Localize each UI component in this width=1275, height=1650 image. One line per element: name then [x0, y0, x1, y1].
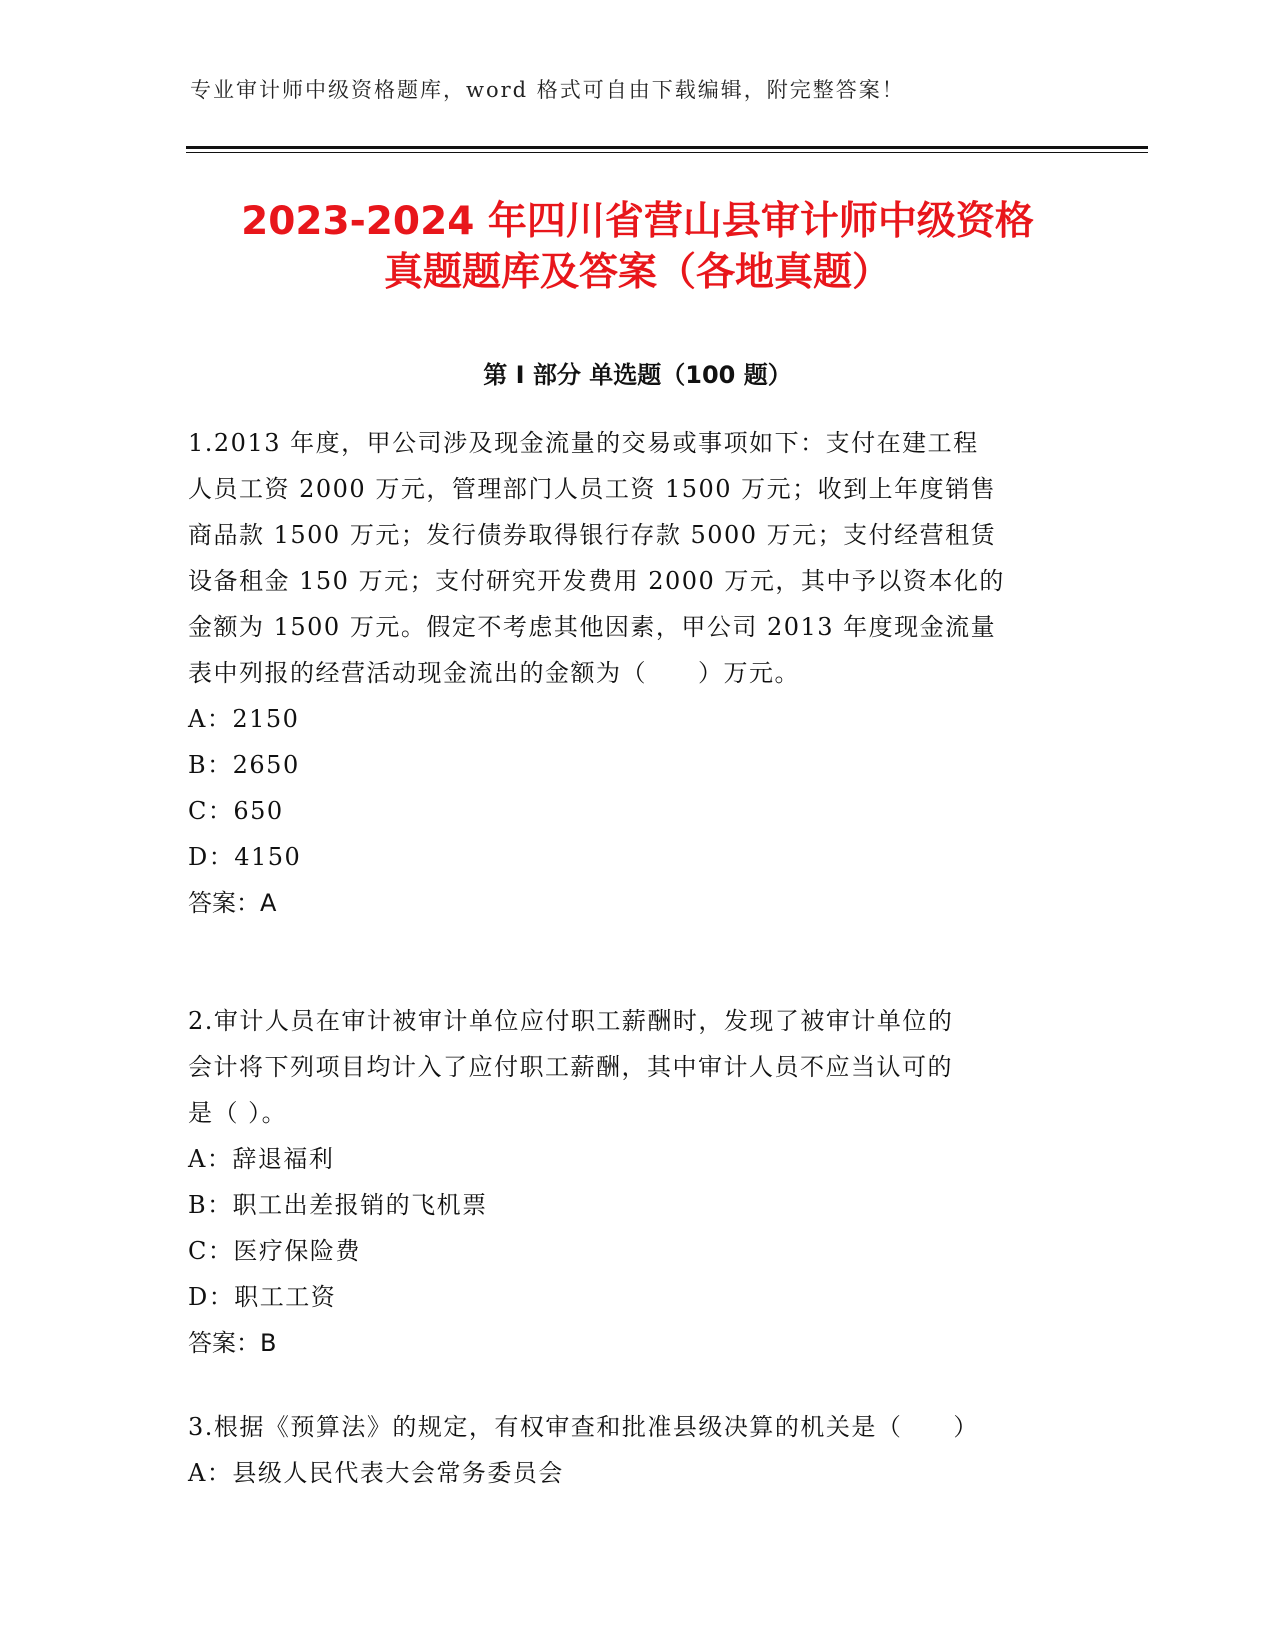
document-title: [160, 196, 1115, 298]
question-2-line: 是（ ）。: [188, 1099, 288, 1127]
question-2-answer: 答案：B: [188, 1329, 277, 1357]
header-rule-thick: [186, 146, 1148, 149]
document-title-line-1: 2023-2024 年四川省营山县审计师中级资格: [241, 199, 1034, 244]
page-header: 专业审计师中级资格题库，word 格式可自由下载编辑，附完整答案！: [190, 78, 905, 102]
question-1-line: 设备租金 150 万元；支付研究开发费用 2000 万元，其中予以资本化的: [188, 567, 1005, 595]
question-1-text: [188, 420, 1068, 696]
question-3-text: [188, 1404, 1068, 1450]
document-title-line-2: 真题题库及答案（各地真题）: [383, 250, 891, 295]
question-2-line: 2.审计人员在审计被审计单位应付职工薪酬时，发现了被审计单位的: [188, 1007, 954, 1035]
question-1-answer: 答案：A: [188, 889, 277, 917]
question-2-option-b: B：职工出差报销的飞机票: [188, 1191, 488, 1219]
question-1-option-c: C：650: [188, 797, 284, 825]
question-2-option-a: A：辞退福利: [188, 1145, 335, 1173]
question-1-line: 金额为 1500 万元。假定不考虑其他因素，甲公司 2013 年度现金流量: [188, 613, 997, 641]
question-2: [188, 998, 1068, 1366]
question-2-option-d: D：职工工资: [188, 1283, 337, 1311]
question-1-line: 1.2013 年度，甲公司涉及现金流量的交易或事项如下：支付在建工程: [188, 429, 979, 457]
section-heading: 第 I 部分 单选题（100 题）: [483, 361, 792, 389]
question-2-option-c: C：医疗保险费: [188, 1237, 361, 1265]
question-2-line: 会计将下列项目均计入了应付职工薪酬，其中审计人员不应当认可的: [188, 1053, 953, 1081]
header-rule-thin: [186, 152, 1148, 153]
question-1: [188, 420, 1068, 926]
question-1-option-d: D：4150: [188, 843, 302, 871]
question-3: [188, 1404, 1068, 1496]
question-3-line: 3.根据《预算法》的规定，有权审查和批准县级决算的机关是（ ）: [188, 1413, 979, 1441]
question-1-line: 表中列报的经营活动现金流出的金额为（ ）万元。: [188, 659, 800, 687]
question-1-option-a: A：2150: [188, 705, 300, 733]
question-3-option-a: A：县级人民代表大会常务委员会: [188, 1459, 564, 1487]
question-1-line: 人员工资 2000 万元，管理部门人员工资 1500 万元；收到上年度销售: [188, 475, 997, 503]
question-2-text: [188, 998, 1068, 1136]
question-1-line: 商品款 1500 万元；发行债券取得银行存款 5000 万元；支付经营租赁: [188, 521, 997, 549]
question-1-option-b: B：2650: [188, 751, 300, 779]
